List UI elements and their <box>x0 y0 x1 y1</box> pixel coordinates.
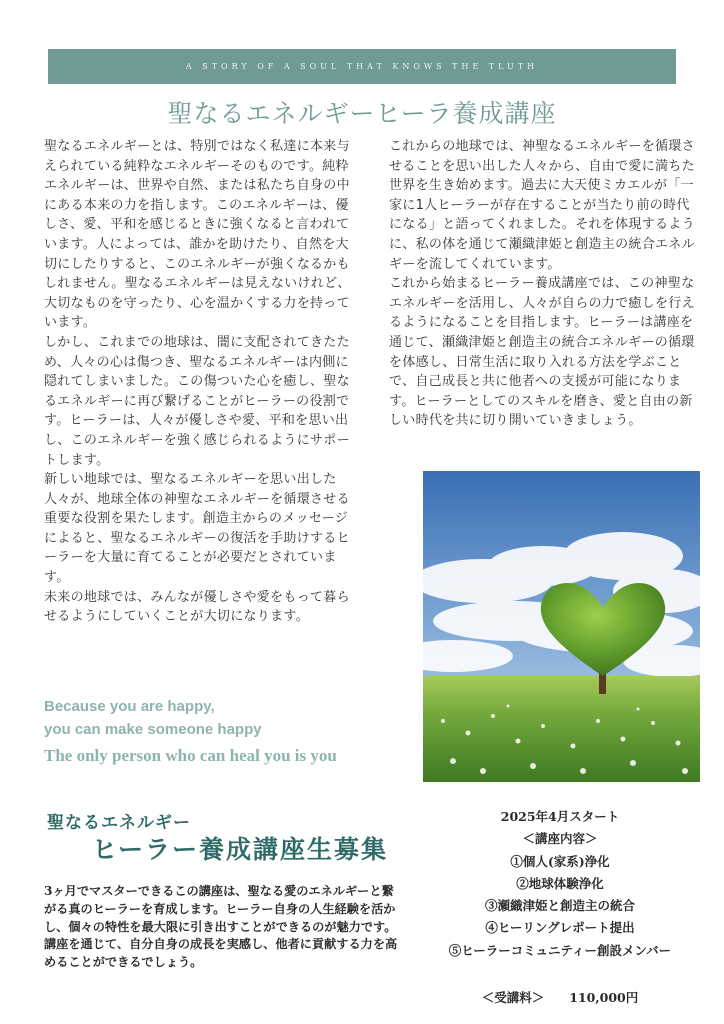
left-paragraph-1: 聖なるエネルギーとは、特別ではなく私達に本来与えられている純粋なエネルギーそのものです。純粋エネルギーは、世界や自然、または私たち自身の中にある本来の力を指します。このエネルギーは、優しさ、愛、平和を感じるときに強くなると言われています。人によっては、誰かを助けたり、自然を大切にしたりすると、このエネルギーが強くなるかもしれません。聖なるエネルギーは見えないけれど、大切なものを守ったり、心を温かくする力を持っています。 <box>44 139 351 331</box>
course-description: 3ヶ月でマスターできるこの講座は、聖なる愛のエネルギーと繋がる真のヒーラーを育成します。ヒーラー自身の人生経験を活かし、個々の特性を最大限に引き出すことができるのが魅力です。講座を通じて、自分自身の成長を実感し、他者に貢献する力を高めることができるでしょう。 <box>44 884 398 970</box>
right-column <box>389 137 701 431</box>
course-item: ④ヒーリングレポート提出 <box>485 920 635 936</box>
right-paragraph-2: これから始まるヒーラー養成講座では、この神聖なエネルギーを活用し、人々が自らの力で癒しを行えるようになることを目指します。ヒーラーは講座を通じて、瀬織津姫と創造主の統合エネルギーの循環を体感し、日常生活に取り入れる方法を学ぶことで、自己成長と共に他者への支援が可能になります。ヒーラーとしてのスキルを磨き、愛と自由の新しい時代を共に切り開いていきましょう。 <box>389 276 695 429</box>
left-paragraph-2: しかし、これまでの地球は、闇に支配されてきたため、人々の心は傷つき、聖なるエネルギーは内側に隠れてしまいました。この傷ついた心を癒し、聖なるエネルギーに再び繋げることがヒーラーの役割です。ヒーラーは、人々が優しさや愛、平和を思い出し、このエネルギーを強く感じられるようにサポートします。 <box>44 334 350 468</box>
course-item: ③瀬織津姫と創造主の統合 <box>484 898 635 914</box>
recruit-title: ヒーラー養成講座生募集 <box>92 835 389 864</box>
english-quote-line-1: Because you are happy, <box>44 698 215 715</box>
course-start: 2025年4月スタート <box>500 809 620 824</box>
left-paragraph-4: 未来の地球では、みんなが優しさや愛をもって暮らせるようにしていくことが大切になります。 <box>44 589 350 625</box>
left-paragraph-3: 新しい地球では、聖なるエネルギーを思い出した人々が、地球全体の神聖なエネルギーを循環させる重要な役割を果たします。創造主からのメッセージによると、聖なるエネルギーの復活を手助けするヒーラーを大量に育てることが必要だとされています。 <box>44 472 350 586</box>
heart-tree-photo <box>423 471 700 782</box>
course-fee: ＜受講料＞ 110,000円 <box>481 990 639 1005</box>
course-info <box>410 806 710 962</box>
course-item: ①個人(家系)浄化 <box>510 853 610 869</box>
english-quote-line-3: The only person who can heal you is you <box>44 746 337 765</box>
right-paragraph-1: これからの地球では、神聖なるエネルギーを循環させることを思い出した人々から、自由で愛に満ちた世界を生き始めます。過去に大天使ミカエルが「一家に1人ヒーラーが存在することが当たり前の時代になる」と語ってくれました。それを体現するように、私の体を通じて瀬織津姫と創造主の統合エネルギーを流してくれています。 <box>389 139 695 272</box>
left-column <box>44 137 356 627</box>
recruit-subtitle: 聖なるエネルギー <box>47 813 191 833</box>
course-item: ②地球体験浄化 <box>516 875 604 891</box>
course-item: ⑤ヒーラーコミュニティー創設メンバー <box>448 942 672 958</box>
english-quote-line-2: you can make someone happy <box>44 721 262 738</box>
course-contents-heading: ＜講座内容＞ <box>522 831 598 847</box>
page-title: 聖なるエネルギーヒーラ養成講座 <box>167 99 557 128</box>
header-banner: A STORY OF A SOUL THAT KNOWS THE TLUTH <box>48 49 676 84</box>
